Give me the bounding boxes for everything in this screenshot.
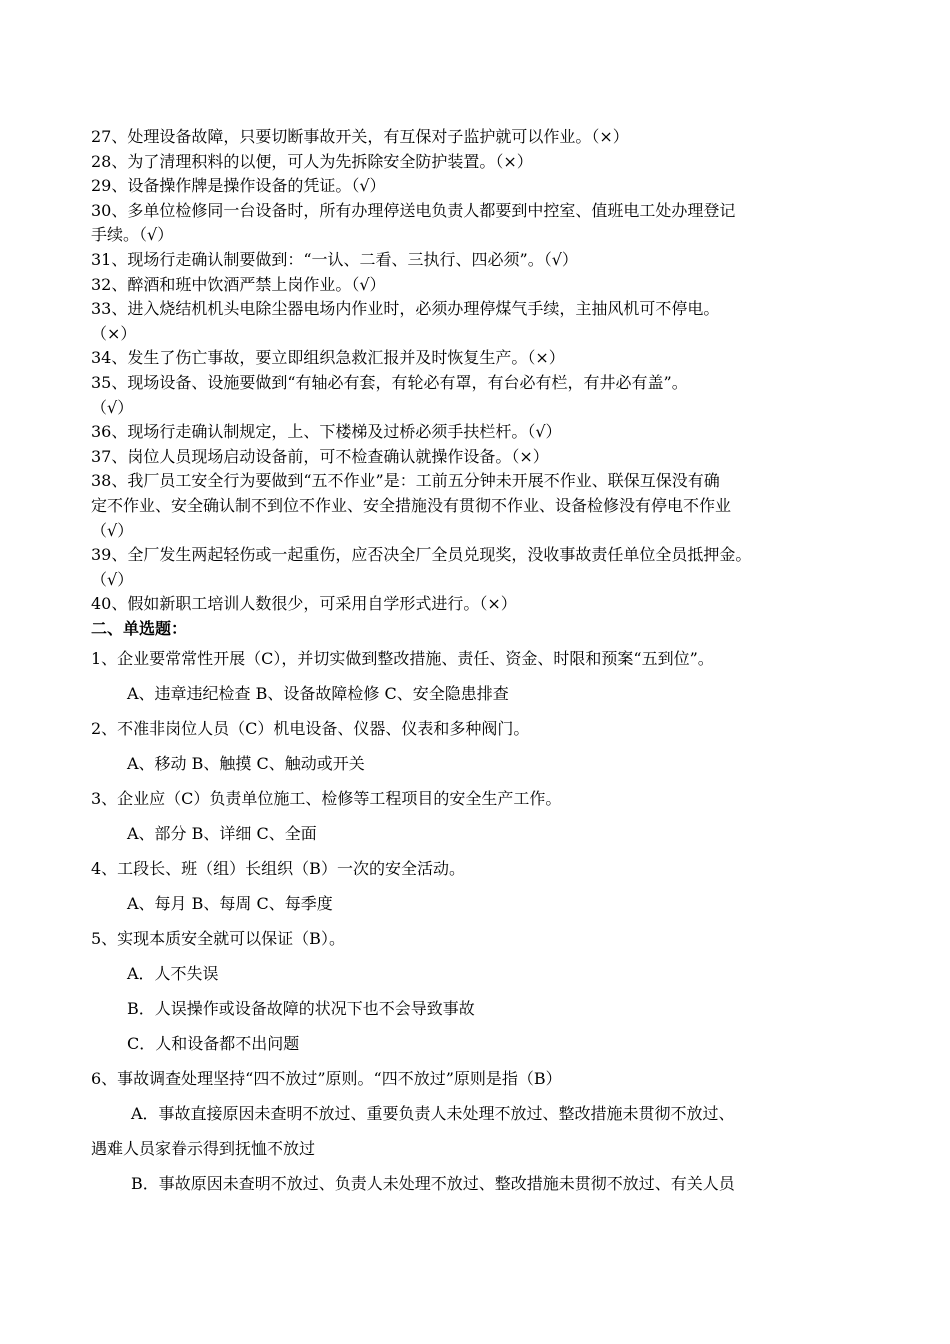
tf-item-continued: （√） [91, 397, 134, 417]
q6-option-b: B．事故原因未查明不放过、负责人未处理不放过、整改措施未贯彻不放过、有关人员 [131, 1174, 735, 1194]
tf-item: 31、现场行走确认制要做到：“一认、二看、三执行、四必须”。（√） [91, 249, 578, 269]
question-options: A．人不失误 [127, 964, 219, 984]
question-options: A、每月 B、每周 C、每季度 [127, 894, 333, 914]
question-options: C．人和设备都不出问题 [127, 1034, 300, 1054]
question-text: 3、企业应（C）负责单位施工、检修等工程项目的安全生产工作。 [91, 789, 562, 809]
question-options: A、部分 B、详细 C、全面 [127, 824, 317, 844]
question-options: A、违章违纪检查 B、设备故障检修 C、安全隐患排查 [127, 684, 509, 704]
question-options: B．人误操作或设备故障的状况下也不会导致事故 [127, 999, 475, 1019]
question-text: 5、实现本质安全就可以保证（B）。 [91, 929, 345, 949]
tf-item: 27、处理设备故障，只要切断事故开关，有互保对子监护就可以作业。（×） [91, 127, 629, 146]
tf-item: 39、全厂发生两起轻伤或一起重伤，应否决全厂全员兑现奖，没收事故责任单位全员抵押金。 [91, 545, 752, 565]
tf-item-continued: （√） [91, 520, 134, 540]
question-options: A．事故直接原因未查明不放过、重要负责人未处理不放过、整改措施未贯彻不放过、 [131, 1104, 735, 1124]
tf-item: 34、发生了伤亡事故，要立即组织急救汇报并及时恢复生产。（×） [91, 348, 565, 368]
tf-item-continued: 定不作业、安全确认制不到位不作业、安全措施没有贯彻不作业、设备检修没有停电不作业 [91, 495, 732, 515]
question-text: 2、不准非岗位人员（C）机电设备、仪器、仪表和多种阀门。 [91, 719, 530, 739]
tf-item: 37、岗位人员现场启动设备前，可不检查确认就操作设备。（×） [91, 446, 549, 466]
tf-item: 29、设备操作牌是操作设备的凭证。（√） [91, 176, 386, 196]
question-text: 4、工段长、班（组）长组织（B）一次的安全活动。 [91, 859, 465, 879]
tf-item: 32、醉酒和班中饮酒严禁上岗作业。（√） [91, 274, 386, 294]
tf-item: 36、现场行走确认制规定，上、下楼梯及过桥必须手扶栏杆。（√） [91, 422, 562, 442]
true-false-list [91, 125, 891, 617]
tf-item-continued: 手续。（√） [91, 225, 174, 245]
document-page [91, 125, 891, 1201]
tf-item: 33、进入烧结机机头电除尘器电场内作业时，必须办理停煤气手续，主抽风机可不停电。 [91, 299, 720, 319]
tf-item-continued: （√） [91, 569, 134, 589]
tf-item: 28、为了清理积料的以便，可人为先拆除安全防护装置。（×） [91, 151, 533, 171]
section-heading: 二、单选题： [91, 618, 188, 638]
tf-item-continued: （×） [91, 323, 137, 343]
tf-item: 35、现场设备、设施要做到“有轴必有套，有轮必有罩，有台必有栏，有井必有盖”。 [91, 372, 688, 392]
question-options: A、移动 B、触摸 C、触动或开关 [127, 754, 365, 774]
q6-option-a-continued: 遇难人员家眷示得到抚恤不放过 [91, 1139, 316, 1159]
tf-item: 30、多单位检修同一台设备时，所有办理停送电负责人都要到中控室、值班电工处办理登记 [91, 200, 736, 220]
question-text: 1、企业要常常性开展（C），并切实做到整改措施、责任、资金、时限和预案“五到位”。 [91, 649, 714, 669]
question-text: 6、事故调查处理坚持“四不放过”原则。“四不放过”原则是指（B） [91, 1069, 562, 1089]
single-choice-list [91, 641, 891, 1131]
tf-item: 38、我厂员工安全行为要做到“五不作业”是：工前五分钟未开展不作业、联保互保没有确 [91, 471, 720, 491]
tf-item: 40、假如新职工培训人数很少，可采用自学形式进行。（×） [91, 594, 517, 614]
